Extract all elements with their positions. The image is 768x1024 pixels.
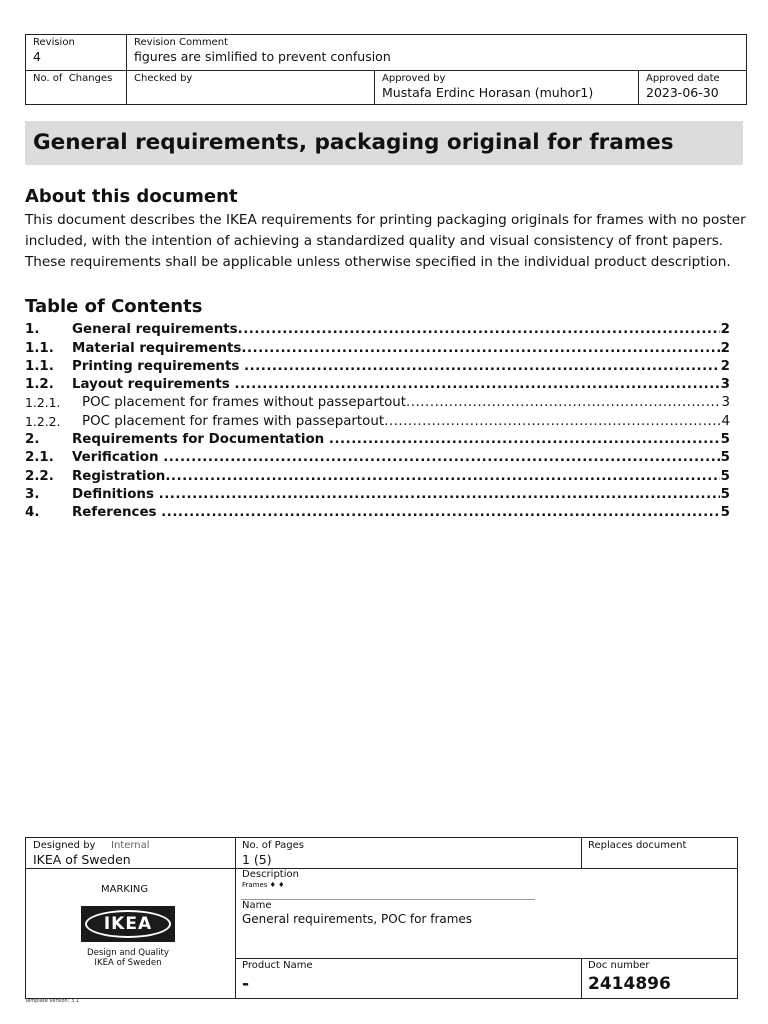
revision-header-table (25, 34, 747, 105)
toc-title: Definitions (72, 486, 159, 502)
footer-divider (581, 958, 582, 998)
toc-entry[interactable] (25, 394, 730, 412)
approved-date-value: 2023-06-30 (646, 85, 719, 100)
toc-heading: Table of Contents (25, 296, 203, 317)
changes-label: No. of Changes (33, 73, 113, 84)
revision-comment-cell (127, 35, 746, 70)
toc-entry[interactable] (25, 412, 730, 430)
marking-label: MARKING (101, 884, 149, 895)
toc-page: 3 (721, 395, 730, 411)
toc-entry[interactable] (25, 449, 730, 467)
toc-page: 2 (720, 340, 730, 356)
toc-page: 5 (720, 468, 730, 484)
toc-page: 5 (720, 486, 730, 502)
toc-entry[interactable] (25, 467, 730, 485)
toc-leader (238, 321, 720, 339)
toc-entry[interactable] (25, 321, 730, 339)
footer-divider (581, 838, 582, 869)
toc-number: 2.1. (25, 450, 54, 466)
designed-by-label: Designed by (33, 840, 96, 851)
ikea-logo-text: IKEA (103, 914, 153, 934)
toc-entry[interactable] (25, 358, 730, 376)
toc-leader (161, 504, 720, 522)
toc-number: 1.1. (25, 358, 54, 374)
toc-title: Registration (72, 468, 166, 484)
checked-by-label: Checked by (134, 73, 193, 84)
toc-title: Printing requirements (72, 358, 244, 374)
toc-number: 1.2.2. (25, 413, 61, 429)
document-title: General requirements, packaging original for frames (33, 130, 674, 155)
name-value: General requirements, POC for frames (242, 912, 473, 926)
approved-by-cell (375, 71, 639, 105)
description-underline (241, 899, 535, 900)
internal-label: Internal (111, 840, 150, 851)
doc-number-value: 2414896 (588, 974, 671, 994)
toc-title: References (72, 505, 162, 521)
toc-title: Verification (72, 450, 164, 466)
toc-leader (159, 486, 720, 504)
revision-value: 4 (33, 49, 41, 64)
toc-page: 2 (720, 358, 730, 374)
toc-title: Layout requirements (72, 377, 235, 393)
toc-leader (244, 358, 720, 376)
product-name-value: - (242, 974, 250, 994)
toc-title: Material requirements (72, 340, 242, 356)
toc-page: 5 (720, 432, 730, 448)
toc-entry[interactable] (25, 339, 730, 357)
approved-by-value: Mustafa Erdinc Horasan (muhor1) (382, 85, 594, 100)
designed-by-value: IKEA of Sweden (33, 852, 131, 867)
logo-subtitle-line-1: Design and Quality (86, 948, 169, 958)
toc-title: Requirements for Documentation (72, 432, 329, 448)
pages-label: No. of Pages (242, 840, 305, 851)
about-heading: About this document (25, 186, 238, 207)
revision-cell (26, 35, 127, 70)
ikea-logo-oval (85, 910, 171, 938)
toc-number: 4. (25, 505, 40, 521)
toc-leader (384, 413, 720, 431)
toc-number: 1.1. (25, 340, 54, 356)
table-of-contents (25, 321, 730, 522)
toc-entry[interactable] (25, 486, 730, 504)
ikea-logo-mark (81, 906, 175, 942)
replaces-document-label: Replaces document (588, 840, 687, 851)
description-label: Description (242, 869, 299, 880)
revision-comment-value: figures are simlified to prevent confusion (134, 49, 391, 64)
toc-page: 2 (720, 322, 730, 338)
footer-divider (235, 838, 236, 998)
toc-entry[interactable] (25, 376, 730, 394)
toc-page: 5 (720, 450, 730, 466)
pages-value: 1 (5) (242, 852, 272, 867)
toc-title: POC placement for frames with passepartout (82, 413, 385, 429)
logo-subtitle (81, 948, 175, 968)
approved-date-cell (639, 71, 746, 105)
about-paragraph: This document describes the IKEA requirements for printing packaging originals for frames with no poster included, with the intention of achieving a standardized quality and visual consistency of front papers. These requirements shall be applicable unless otherwise specified in the individual product description. (25, 212, 746, 270)
logo-subtitle-line-2: IKEA of Sweden (94, 958, 162, 968)
toc-entry[interactable] (25, 504, 730, 522)
doc-number-label: Doc number (588, 960, 650, 971)
checked-by-cell (127, 71, 375, 105)
name-label: Name (242, 900, 272, 911)
revision-comment-label: Revision Comment (134, 37, 228, 48)
toc-leader (241, 340, 719, 358)
header-row-2 (26, 70, 746, 105)
approved-date-label: Approved date (646, 73, 720, 84)
toc-leader (406, 394, 720, 412)
description-value: Frames ♦ ♦ (242, 881, 285, 889)
toc-page: 5 (720, 505, 730, 521)
toc-page: 4 (721, 413, 730, 429)
toc-number: 1.2. (25, 377, 54, 393)
template-version: Template version: 3.1 (25, 998, 79, 1004)
toc-number: 1. (25, 322, 40, 338)
toc-leader (163, 449, 719, 467)
approved-by-label: Approved by (382, 73, 446, 84)
ikea-logo (81, 906, 175, 968)
toc-number: 3. (25, 486, 40, 502)
toc-leader (234, 376, 719, 394)
toc-title: General requirements (72, 322, 238, 338)
toc-number: 2. (25, 432, 40, 448)
document-footer-box (25, 837, 738, 999)
toc-number: 1.2.1. (25, 395, 61, 411)
changes-cell (26, 71, 127, 105)
toc-leader (329, 431, 720, 449)
toc-leader (165, 468, 719, 486)
footer-divider (235, 958, 737, 959)
toc-entry[interactable] (25, 431, 730, 449)
toc-page: 3 (720, 377, 730, 393)
document-title-band (25, 121, 743, 165)
toc-title: POC placement for frames without passepartout (82, 395, 407, 411)
toc-number: 2.2. (25, 468, 54, 484)
product-name-label: Product Name (242, 960, 313, 971)
footer-divider (26, 868, 737, 869)
revision-label: Revision (33, 37, 75, 48)
